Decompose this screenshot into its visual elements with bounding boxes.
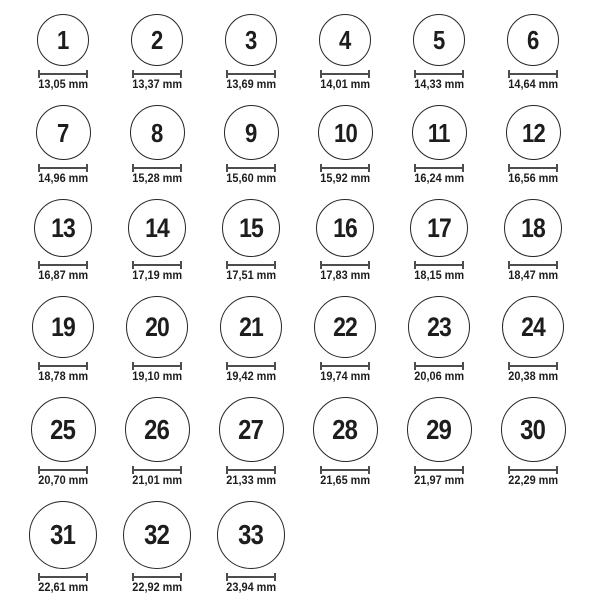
ring-size-number: 30 bbox=[520, 413, 546, 445]
ring-size-number: 23 bbox=[427, 311, 451, 342]
ring-size-cell bbox=[204, 296, 298, 383]
diameter-label: 16,56 mm bbox=[508, 173, 558, 185]
ring-circle bbox=[219, 397, 284, 462]
diameter-ruler-icon bbox=[320, 164, 370, 172]
diameter-ruler-icon bbox=[414, 70, 464, 78]
ring-size-cell bbox=[486, 105, 580, 185]
diameter-ruler-icon bbox=[132, 261, 182, 269]
diameter-label: 14,33 mm bbox=[414, 79, 464, 91]
ring-circle bbox=[410, 199, 468, 257]
ring-size-number: 15 bbox=[239, 212, 263, 243]
ring-size-cell bbox=[204, 199, 298, 282]
diameter-label: 18,78 mm bbox=[38, 371, 88, 383]
ring-circle bbox=[502, 296, 564, 358]
ring-size-number: 27 bbox=[238, 413, 264, 445]
diameter-label: 19,74 mm bbox=[320, 371, 370, 383]
chart-row bbox=[16, 296, 600, 383]
diameter-ruler-icon bbox=[508, 261, 558, 269]
diameter-label: 17,51 mm bbox=[226, 270, 276, 282]
diameter-label: 13,37 mm bbox=[132, 79, 182, 91]
diameter-ruler-icon bbox=[226, 261, 276, 269]
ring-size-cell bbox=[298, 296, 392, 383]
diameter-ruler-icon bbox=[226, 70, 276, 78]
diameter-ruler-icon bbox=[414, 466, 464, 474]
ring-size-cell bbox=[16, 501, 110, 594]
ring-size-number: 11 bbox=[428, 117, 450, 148]
diameter-label: 14,64 mm bbox=[508, 79, 558, 91]
diameter-ruler-icon bbox=[38, 466, 88, 474]
diameter-ruler-icon bbox=[132, 362, 182, 370]
ring-circle bbox=[217, 501, 285, 569]
ring-circle bbox=[126, 296, 188, 358]
diameter-ruler-icon bbox=[132, 466, 182, 474]
diameter-ruler-icon bbox=[508, 70, 558, 78]
diameter-label: 21,33 mm bbox=[226, 475, 276, 487]
diameter-label: 15,60 mm bbox=[226, 173, 276, 185]
diameter-label: 13,69 mm bbox=[226, 79, 276, 91]
diameter-ruler-icon bbox=[226, 362, 276, 370]
ring-size-cell bbox=[392, 397, 486, 487]
ring-circle bbox=[407, 397, 472, 462]
ring-size-cell bbox=[204, 397, 298, 487]
diameter-ruler-icon bbox=[414, 261, 464, 269]
ring-circle bbox=[225, 14, 277, 66]
diameter-ruler-icon bbox=[226, 573, 276, 581]
ring-circle bbox=[501, 397, 566, 462]
ring-size-number: 5 bbox=[433, 25, 445, 55]
ring-circle bbox=[128, 199, 186, 257]
ring-size-cell bbox=[110, 14, 204, 91]
ring-circle bbox=[318, 105, 373, 160]
ring-size-number: 31 bbox=[50, 519, 76, 550]
ring-circle bbox=[37, 14, 89, 66]
ring-size-cell bbox=[392, 105, 486, 185]
ring-size-number: 21 bbox=[239, 311, 263, 342]
diameter-ruler-icon bbox=[414, 362, 464, 370]
diameter-label: 18,15 mm bbox=[414, 270, 464, 282]
ring-circle bbox=[408, 296, 470, 358]
diameter-ruler-icon bbox=[508, 362, 558, 370]
ring-size-number: 25 bbox=[50, 413, 76, 445]
ring-size-number: 26 bbox=[144, 413, 170, 445]
ring-size-number: 32 bbox=[144, 519, 170, 550]
ring-size-cell bbox=[204, 105, 298, 185]
ring-size-cell bbox=[204, 14, 298, 91]
diameter-label: 17,19 mm bbox=[132, 270, 182, 282]
ring-circle bbox=[504, 199, 562, 257]
ring-circle bbox=[506, 105, 561, 160]
ring-circle bbox=[314, 296, 376, 358]
diameter-ruler-icon bbox=[132, 164, 182, 172]
ring-size-number: 24 bbox=[521, 311, 545, 342]
ring-circle bbox=[125, 397, 190, 462]
ring-circle bbox=[131, 14, 183, 66]
ring-circle bbox=[31, 397, 96, 462]
ring-size-cell bbox=[16, 14, 110, 91]
ring-size-cell bbox=[486, 397, 580, 487]
diameter-label: 16,87 mm bbox=[38, 270, 88, 282]
ring-circle bbox=[316, 199, 374, 257]
ring-size-number: 3 bbox=[245, 25, 257, 55]
chart-row bbox=[16, 199, 600, 282]
ring-size-cell bbox=[110, 296, 204, 383]
ring-circle bbox=[32, 296, 94, 358]
ring-size-cell bbox=[486, 296, 580, 383]
diameter-ruler-icon bbox=[38, 573, 88, 581]
ring-size-cell bbox=[392, 14, 486, 91]
ring-size-cell bbox=[110, 397, 204, 487]
diameter-label: 21,97 mm bbox=[414, 475, 464, 487]
ring-circle bbox=[34, 199, 92, 257]
ring-size-cell bbox=[16, 199, 110, 282]
ring-circle bbox=[123, 501, 191, 569]
diameter-ruler-icon bbox=[38, 70, 88, 78]
ring-size-number: 13 bbox=[51, 212, 75, 243]
diameter-label: 15,28 mm bbox=[132, 173, 182, 185]
ring-size-cell bbox=[110, 199, 204, 282]
ring-circle bbox=[413, 14, 465, 66]
diameter-label: 22,61 mm bbox=[38, 582, 88, 594]
diameter-ruler-icon bbox=[38, 164, 88, 172]
diameter-ruler-icon bbox=[320, 70, 370, 78]
ring-size-number: 7 bbox=[57, 117, 69, 148]
diameter-label: 16,24 mm bbox=[414, 173, 464, 185]
ring-circle bbox=[220, 296, 282, 358]
ring-size-cell bbox=[486, 14, 580, 91]
ring-size-cell bbox=[110, 501, 204, 594]
ring-circle bbox=[319, 14, 371, 66]
diameter-label: 23,94 mm bbox=[226, 582, 276, 594]
diameter-ruler-icon bbox=[132, 573, 182, 581]
diameter-ruler-icon bbox=[508, 164, 558, 172]
diameter-label: 14,01 mm bbox=[320, 79, 370, 91]
ring-size-number: 2 bbox=[151, 25, 163, 55]
ring-size-number: 14 bbox=[145, 212, 169, 243]
ring-circle bbox=[36, 105, 91, 160]
diameter-ruler-icon bbox=[226, 164, 276, 172]
diameter-ruler-icon bbox=[132, 70, 182, 78]
diameter-ruler-icon bbox=[508, 466, 558, 474]
diameter-label: 20,38 mm bbox=[508, 371, 558, 383]
ring-size-number: 29 bbox=[426, 413, 452, 445]
ring-circle bbox=[130, 105, 185, 160]
diameter-label: 21,01 mm bbox=[132, 475, 182, 487]
diameter-ruler-icon bbox=[414, 164, 464, 172]
ring-size-number: 4 bbox=[339, 25, 351, 55]
ring-size-number: 22 bbox=[333, 311, 357, 342]
diameter-ruler-icon bbox=[226, 466, 276, 474]
ring-size-cell bbox=[16, 105, 110, 185]
ring-size-number: 17 bbox=[427, 212, 451, 243]
ring-size-number: 6 bbox=[527, 25, 539, 55]
ring-circle bbox=[224, 105, 279, 160]
ring-size-cell bbox=[16, 397, 110, 487]
ring-size-number: 10 bbox=[333, 117, 357, 148]
ring-size-cell bbox=[298, 397, 392, 487]
diameter-label: 22,92 mm bbox=[132, 582, 182, 594]
diameter-label: 15,92 mm bbox=[320, 173, 370, 185]
diameter-ruler-icon bbox=[320, 362, 370, 370]
ring-size-cell bbox=[16, 296, 110, 383]
chart-row bbox=[16, 501, 600, 594]
ring-size-number: 18 bbox=[521, 212, 545, 243]
ring-circle bbox=[313, 397, 378, 462]
ring-circle bbox=[507, 14, 559, 66]
ring-size-number: 1 bbox=[57, 25, 69, 55]
ring-size-cell bbox=[298, 105, 392, 185]
diameter-label: 14,96 mm bbox=[38, 173, 88, 185]
ring-size-cell bbox=[392, 296, 486, 383]
diameter-label: 17,83 mm bbox=[320, 270, 370, 282]
diameter-label: 20,06 mm bbox=[414, 371, 464, 383]
diameter-label: 19,42 mm bbox=[226, 371, 276, 383]
diameter-ruler-icon bbox=[38, 261, 88, 269]
diameter-label: 22,29 mm bbox=[508, 475, 558, 487]
ring-size-number: 12 bbox=[521, 117, 545, 148]
ring-size-number: 19 bbox=[51, 311, 75, 342]
diameter-ruler-icon bbox=[38, 362, 88, 370]
ring-circle bbox=[222, 199, 280, 257]
ring-size-cell bbox=[486, 199, 580, 282]
ring-size-number: 33 bbox=[238, 519, 264, 550]
ring-size-cell bbox=[298, 14, 392, 91]
ring-size-cell bbox=[204, 501, 298, 594]
ring-size-number: 9 bbox=[245, 117, 257, 148]
ring-size-number: 20 bbox=[145, 311, 169, 342]
ring-size-cell bbox=[392, 199, 486, 282]
ring-circle bbox=[29, 501, 97, 569]
ring-size-number: 28 bbox=[332, 413, 358, 445]
ring-size-number: 8 bbox=[151, 117, 163, 148]
diameter-ruler-icon bbox=[320, 261, 370, 269]
ring-circle bbox=[412, 105, 467, 160]
chart-row bbox=[16, 397, 600, 487]
chart-row bbox=[16, 14, 600, 91]
chart-row bbox=[16, 105, 600, 185]
diameter-label: 20,70 mm bbox=[38, 475, 88, 487]
diameter-ruler-icon bbox=[320, 466, 370, 474]
ring-size-cell bbox=[298, 199, 392, 282]
diameter-label: 21,65 mm bbox=[320, 475, 370, 487]
diameter-label: 18,47 mm bbox=[508, 270, 558, 282]
ring-size-number: 16 bbox=[333, 212, 357, 243]
ring-size-cell bbox=[110, 105, 204, 185]
diameter-label: 13,05 mm bbox=[38, 79, 88, 91]
diameter-label: 19,10 mm bbox=[132, 371, 182, 383]
